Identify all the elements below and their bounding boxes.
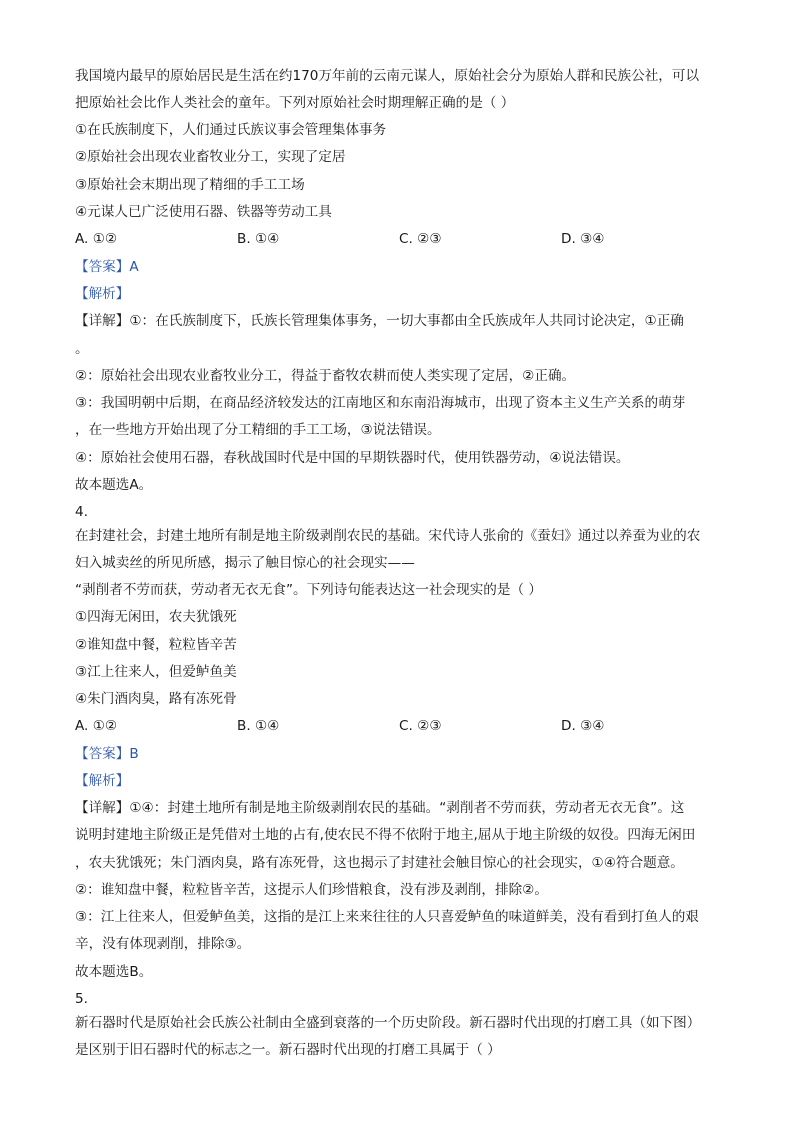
q3-detail-line-2: 。 xyxy=(75,341,89,357)
q4-detail-line-6: 辛，没有体现剥削，排除③。 xyxy=(75,936,251,952)
q3-option-b: B. ①④ xyxy=(237,231,280,247)
q3-answer-label: 【答案】A xyxy=(75,259,139,275)
q4-stem-line-3: “剥削者不劳而获，劳动者无衣无食”。下列诗句能表达这一社会现实的是（ ） xyxy=(75,582,542,598)
q4-item-4: ④朱门酒肉臭，路有冻死骨 xyxy=(75,691,237,707)
q4-item-3: ③江上往来人，但爱鲈鱼美 xyxy=(75,664,237,680)
q3-detail-line-7: 故本题选A。 xyxy=(75,477,153,493)
q3-option-c: C. ②③ xyxy=(399,231,442,247)
q4-option-a: A. ①② xyxy=(75,718,118,734)
q3-item-1: ①在氏族制度下，人们通过氏族议事会管理集体事务 xyxy=(75,122,387,138)
q3-stem-line-1: 我国境内最早的原始居民是生活在约170万年前的云南元谋人，原始社会分为原始人群和民族公社，可以 xyxy=(75,68,700,84)
q4-option-c: C. ②③ xyxy=(399,718,442,734)
q3-item-3: ③原始社会末期出现了精细的手工工场 xyxy=(75,177,305,193)
q3-analysis-label: 【解析】 xyxy=(75,286,130,302)
q4-detail-line-2: 说明封建地主阶级正是凭借对土地的占有,使农民不得不依附于地主,屈从于地主阶级的奴役。四海无闲田 xyxy=(75,827,696,843)
q3-detail-line-6: ④：原始社会使用石器，春秋战国时代是中国的早期铁器时代，使用铁器劳动，④说法错误。 xyxy=(75,450,630,466)
q4-detail-line-5: ③：江上往来人，但爱鲈鱼美，这指的是江上来来往往的人只喜爱鲈鱼的味道鲜美，没有看到打鱼人的艰 xyxy=(75,909,699,925)
q4-number: 4. xyxy=(75,504,88,520)
q4-stem-line-1: 在封建社会，封建土地所有制是地主阶级剥削农民的基础。宋代诗人张俞的《蚕妇》通过以养蚕为业的农 xyxy=(75,528,701,544)
q3-detail-line-5: ，在一些地方开始出现了分工精细的手工工场，③说法错误。 xyxy=(75,422,441,438)
q5-stem-line-1: 新石器时代是原始社会氏族公社制由全盛到衰落的一个历史阶段。新石器时代出现的打磨工具（如下图） xyxy=(75,1015,701,1031)
q4-option-d: D. ③④ xyxy=(561,718,605,734)
q4-detail-line-4: ②：谁知盘中餐，粒粒皆辛苦，这提示人们珍惜粮食，没有涉及剥削，排除②。 xyxy=(75,882,548,898)
q4-detail-line-1: 【详解】①④：封建土地所有制是地主阶级剥削农民的基础。“剥削者不劳而获，劳动者无衣无食”。这 xyxy=(75,800,685,816)
q4-answer-label: 【答案】B xyxy=(75,746,139,762)
q4-option-b: B. ①④ xyxy=(237,718,280,734)
q3-item-2: ②原始社会出现农业畜牧业分工，实现了定居 xyxy=(75,149,346,165)
q3-stem-line-2: 把原始社会比作人类社会的童年。下列对原始社会时期理解正确的是（ ） xyxy=(75,95,515,111)
q4-analysis-label: 【解析】 xyxy=(75,773,130,789)
q3-option-a: A. ①② xyxy=(75,231,118,247)
q4-item-1: ①四海无闲田，农夫犹饿死 xyxy=(75,609,237,625)
q3-item-4: ④元谋人已广泛使用石器、铁器等劳动工具 xyxy=(75,204,332,220)
q5-number: 5. xyxy=(75,991,88,1007)
q3-detail-line-4: ③：我国明朝中后期，在商品经济较发达的江南地区和东南沿海城市，出现了资本主义生产关系的萌芽 xyxy=(75,395,686,411)
q3-option-d: D. ③④ xyxy=(561,231,605,247)
q4-detail-line-7: 故本题选B。 xyxy=(75,964,153,980)
q3-detail-line-3: ②：原始社会出现农业畜牧业分工，得益于畜牧农耕而使人类实现了定居，②正确。 xyxy=(75,368,576,384)
q4-item-2: ②谁知盘中餐，粒粒皆辛苦 xyxy=(75,637,237,653)
q4-stem-line-2: 妇入城卖丝的所见所感，揭示了触目惊心的社会现实—— xyxy=(75,555,415,571)
q4-detail-line-3: ，农夫犹饿死；朱门酒肉臭，路有冻死骨，这也揭示了封建社会触目惊心的社会现实，①④符合题意。 xyxy=(75,855,684,871)
q3-detail-line-1: 【详解】①：在氏族制度下，氏族长管理集体事务，一切大事都由全氏族成年人共同讨论决定，①正确 xyxy=(75,313,684,329)
q5-stem-line-2: 是区别于旧石器时代的标志之一。新石器时代出现的打磨工具属于（ ） xyxy=(75,1042,501,1058)
